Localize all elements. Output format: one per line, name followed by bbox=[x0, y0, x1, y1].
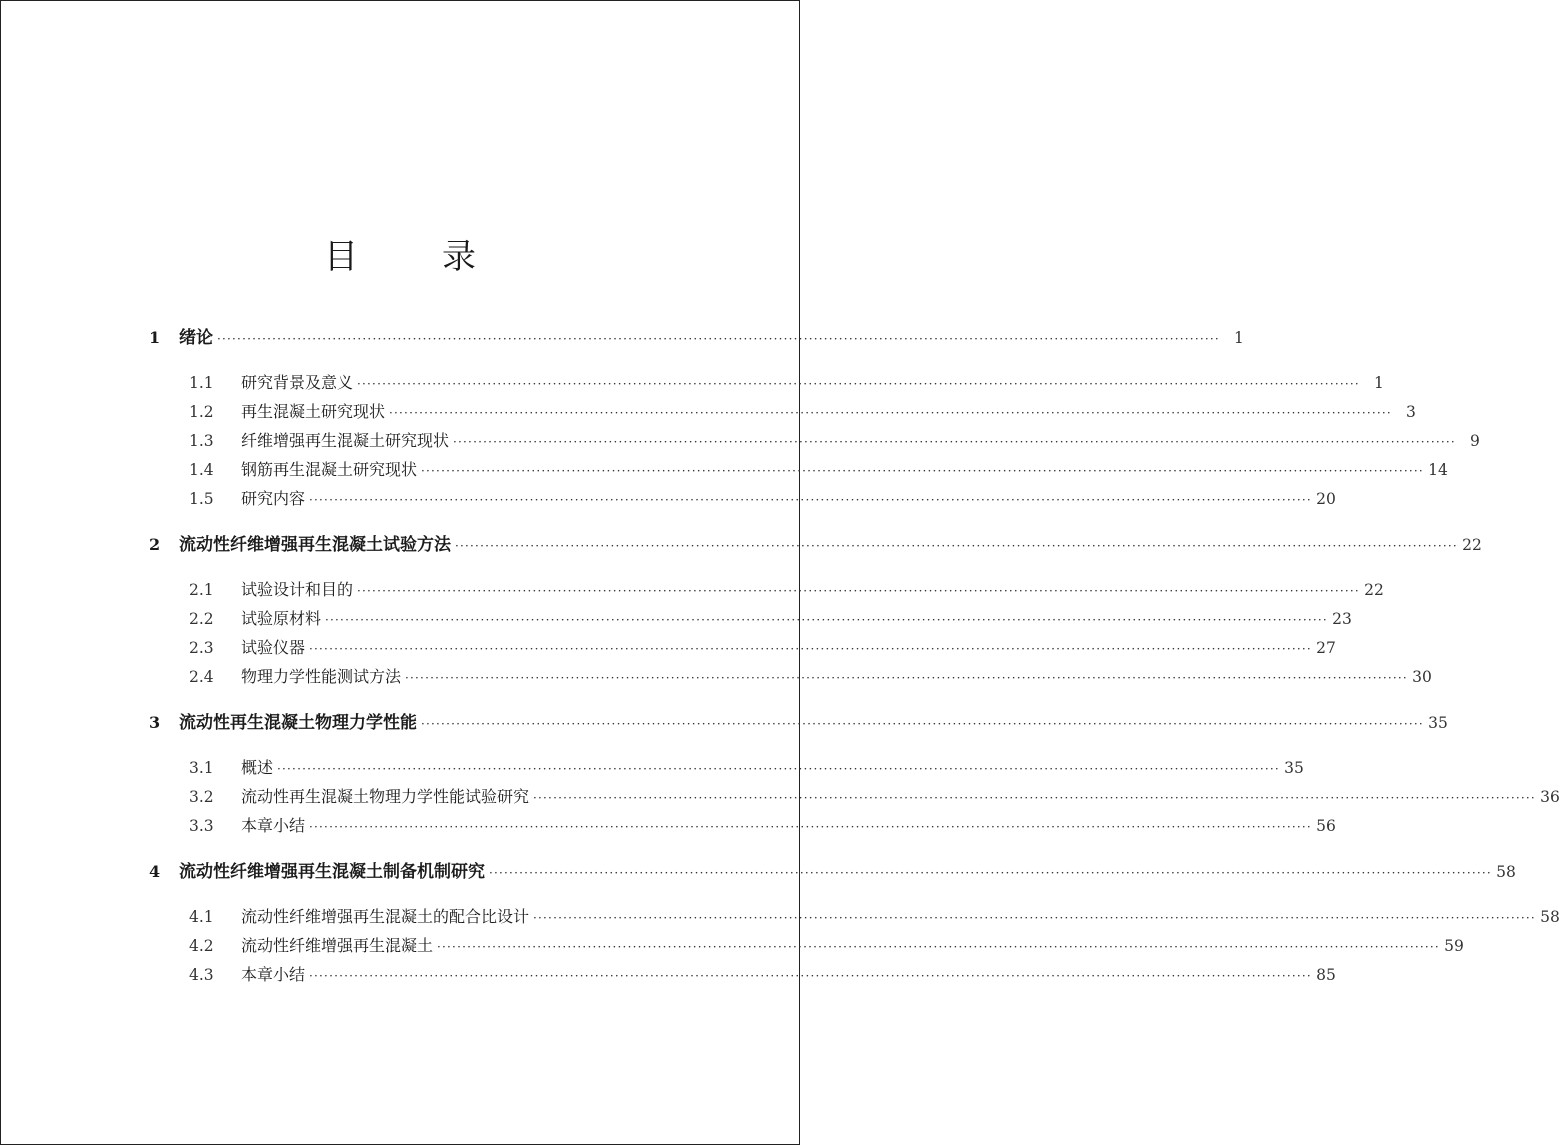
chapter-page-number: 1 bbox=[1234, 329, 1244, 347]
chapter-number: 4 bbox=[149, 862, 161, 881]
dot-leader: ········································································································································································································ bbox=[357, 584, 1360, 598]
section-page-number: 36 bbox=[1540, 788, 1560, 806]
section-page-number: 59 bbox=[1444, 937, 1464, 955]
dot-leader: ········································································································································································································ bbox=[405, 671, 1408, 685]
section-number: 3.2 bbox=[189, 788, 214, 806]
toc-chapter[interactable] bbox=[149, 708, 1448, 737]
page-title bbox=[1, 229, 799, 278]
section-number: 4.1 bbox=[189, 908, 214, 926]
dot-leader: ········································································································································································································ bbox=[421, 464, 1424, 478]
section-title: 流动性再生混凝土物理力学性能试验研究 bbox=[241, 787, 530, 806]
dot-leader: ········································································································································································································ bbox=[309, 642, 1312, 656]
toc-chapter[interactable] bbox=[149, 323, 1244, 352]
toc-section[interactable] bbox=[149, 931, 1464, 960]
section-number: 3.1 bbox=[189, 759, 214, 777]
title-char-1: 目 bbox=[324, 237, 358, 277]
section-title: 本章小结 bbox=[241, 965, 306, 984]
section-page-number: 35 bbox=[1284, 759, 1304, 777]
toc-section[interactable] bbox=[149, 455, 1448, 484]
section-page-number: 22 bbox=[1364, 581, 1384, 599]
toc-section[interactable] bbox=[149, 782, 1560, 811]
dot-leader: ········································································································································································································ bbox=[489, 866, 1492, 880]
dot-leader: ········································································································································································································ bbox=[437, 940, 1440, 954]
toc-section[interactable] bbox=[149, 484, 1336, 513]
dot-leader: ········································································································································································································ bbox=[325, 613, 1328, 627]
section-title: 研究内容 bbox=[241, 489, 306, 508]
section-title: 纤维增强再生混凝土研究现状 bbox=[241, 431, 450, 450]
section-number: 2.4 bbox=[189, 668, 214, 686]
section-number: 2.1 bbox=[189, 581, 214, 599]
section-number: 1.2 bbox=[189, 403, 214, 421]
toc-section[interactable] bbox=[149, 902, 1560, 931]
section-page-number: 85 bbox=[1316, 966, 1336, 984]
section-number: 1.1 bbox=[189, 374, 214, 392]
toc-chapter[interactable] bbox=[149, 530, 1482, 559]
chapter-page-number: 22 bbox=[1462, 536, 1482, 554]
dot-leader: ········································································································································································································ bbox=[389, 406, 1392, 420]
chapter-page-number: 35 bbox=[1428, 714, 1448, 732]
section-title: 概述 bbox=[241, 758, 274, 777]
dot-leader: ········································································································································································································ bbox=[533, 911, 1536, 925]
chapter-title: 流动性纤维增强再生混凝土制备机制研究 bbox=[179, 862, 485, 882]
section-page-number: 30 bbox=[1412, 668, 1432, 686]
section-page-number: 27 bbox=[1316, 639, 1336, 657]
toc-section[interactable] bbox=[149, 397, 1416, 426]
chapter-title: 绪论 bbox=[179, 328, 213, 348]
chapter-number: 1 bbox=[149, 328, 161, 347]
toc-section[interactable] bbox=[149, 662, 1432, 691]
section-page-number: 23 bbox=[1332, 610, 1352, 628]
section-number: 2.2 bbox=[189, 610, 214, 628]
toc-section[interactable] bbox=[149, 811, 1336, 840]
toc-section[interactable] bbox=[149, 575, 1384, 604]
section-page-number: 9 bbox=[1470, 432, 1480, 450]
section-number: 1.5 bbox=[189, 490, 214, 508]
dot-leader: ········································································································································································································ bbox=[455, 539, 1458, 553]
toc-section[interactable] bbox=[149, 633, 1336, 662]
chapter-page-number: 58 bbox=[1496, 863, 1516, 881]
section-title: 物理力学性能测试方法 bbox=[241, 667, 402, 686]
dot-leader: ········································································································································································································ bbox=[421, 717, 1424, 731]
section-title: 流动性纤维增强再生混凝土的配合比设计 bbox=[241, 907, 530, 926]
section-title: 流动性纤维增强再生混凝土 bbox=[241, 936, 434, 955]
dot-leader: ········································································································································································································ bbox=[217, 332, 1220, 346]
section-number: 3.3 bbox=[189, 817, 214, 835]
dot-leader: ········································································································································································································ bbox=[533, 791, 1536, 805]
section-page-number: 56 bbox=[1316, 817, 1336, 835]
section-title: 试验设计和目的 bbox=[241, 580, 354, 599]
dot-leader: ········································································································································································································ bbox=[309, 493, 1312, 507]
chapter-number: 2 bbox=[149, 535, 161, 554]
section-page-number: 20 bbox=[1316, 490, 1336, 508]
section-page-number: 1 bbox=[1374, 374, 1384, 392]
section-title: 钢筋再生混凝土研究现状 bbox=[241, 460, 418, 479]
section-number: 2.3 bbox=[189, 639, 214, 657]
section-title: 试验原材料 bbox=[241, 609, 322, 628]
toc-section[interactable] bbox=[149, 368, 1384, 397]
section-title: 试验仪器 bbox=[241, 638, 306, 657]
section-title: 研究背景及意义 bbox=[241, 373, 354, 392]
dot-leader: ········································································································································································································ bbox=[453, 435, 1456, 449]
section-page-number: 58 bbox=[1540, 908, 1560, 926]
toc-section[interactable] bbox=[149, 604, 1352, 633]
section-page-number: 3 bbox=[1406, 403, 1416, 421]
dot-leader: ········································································································································································································ bbox=[357, 377, 1360, 391]
chapter-title: 流动性纤维增强再生混凝土试验方法 bbox=[179, 535, 451, 555]
toc-section[interactable] bbox=[149, 426, 1480, 455]
table-of-contents bbox=[149, 323, 1560, 989]
section-title: 本章小结 bbox=[241, 816, 306, 835]
title-char-2: 录 bbox=[442, 237, 476, 277]
section-number: 4.3 bbox=[189, 966, 214, 984]
chapter-title: 流动性再生混凝土物理力学性能 bbox=[179, 713, 417, 733]
section-title: 再生混凝土研究现状 bbox=[241, 402, 386, 421]
toc-section[interactable] bbox=[149, 960, 1336, 989]
dot-leader: ········································································································································································································ bbox=[309, 820, 1312, 834]
section-number: 1.3 bbox=[189, 432, 214, 450]
dot-leader: ········································································································································································································ bbox=[309, 969, 1312, 983]
toc-section[interactable] bbox=[149, 753, 1304, 782]
section-number: 1.4 bbox=[189, 461, 214, 479]
section-number: 4.2 bbox=[189, 937, 214, 955]
chapter-number: 3 bbox=[149, 713, 161, 732]
section-page-number: 14 bbox=[1428, 461, 1448, 479]
toc-chapter[interactable] bbox=[149, 857, 1516, 886]
dot-leader: ········································································································································································································ bbox=[277, 762, 1280, 776]
